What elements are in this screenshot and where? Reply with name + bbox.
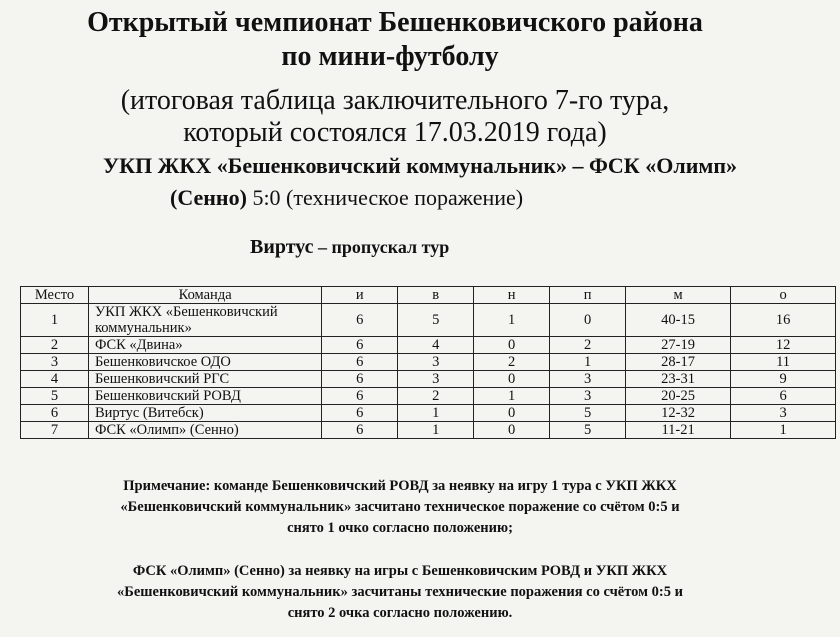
- table-row: [21, 405, 836, 422]
- note-olimp: [0, 561, 820, 624]
- cell-games: 6: [322, 354, 398, 371]
- header-points: о: [731, 287, 836, 304]
- cell-team: Виртус (Витебск): [88, 405, 321, 422]
- table-row: [21, 304, 836, 337]
- cell-place: 1: [21, 304, 89, 337]
- table-row: [21, 422, 836, 439]
- cell-team: ФСК «Двина»: [88, 337, 321, 354]
- cell-draws: 1: [474, 388, 550, 405]
- header-losses: п: [550, 287, 626, 304]
- table-row: [21, 354, 836, 371]
- cell-points: 12: [731, 337, 836, 354]
- cell-goals: 28-17: [626, 354, 731, 371]
- cell-losses: 2: [550, 337, 626, 354]
- header-place: Место: [21, 287, 89, 304]
- bye-note: [250, 234, 449, 260]
- cell-losses: 5: [550, 422, 626, 439]
- cell-wins: 5: [398, 304, 474, 337]
- cell-losses: 3: [550, 388, 626, 405]
- table-row: [21, 388, 836, 405]
- note-rovd: [0, 476, 820, 539]
- cell-points: 11: [731, 354, 836, 371]
- header-wins: в: [398, 287, 474, 304]
- cell-wins: 4: [398, 337, 474, 354]
- subtitle-line1: (итоговая таблица заключительного 7-го тура,: [120, 85, 670, 116]
- match-result-line: [170, 184, 523, 212]
- cell-wins: 3: [398, 371, 474, 388]
- cell-games: 6: [322, 371, 398, 388]
- cell-wins: 1: [398, 422, 474, 439]
- cell-team: ФСК «Олимп» (Сенно): [88, 422, 321, 439]
- header-goals: м: [626, 287, 731, 304]
- cell-games: 6: [322, 405, 398, 422]
- note-olimp-line2: «Бешенковичский коммунальник» засчитаны технические поражения со счётом 0:5 и: [117, 584, 683, 600]
- cell-goals: 40-15: [626, 304, 731, 337]
- header-draws: н: [474, 287, 550, 304]
- cell-goals: 12-32: [626, 405, 731, 422]
- cell-games: 6: [322, 422, 398, 439]
- cell-draws: 2: [474, 354, 550, 371]
- standings-table: [20, 286, 836, 439]
- cell-games: 6: [322, 388, 398, 405]
- cell-points: 9: [731, 371, 836, 388]
- cell-place: 2: [21, 337, 89, 354]
- cell-points: 1: [731, 422, 836, 439]
- page-title-line2: по мини-футболу: [281, 41, 499, 72]
- header-games: и: [322, 287, 398, 304]
- cell-games: 6: [322, 304, 398, 337]
- cell-place: 3: [21, 354, 89, 371]
- cell-wins: 2: [398, 388, 474, 405]
- cell-points: 3: [731, 405, 836, 422]
- cell-losses: 5: [550, 405, 626, 422]
- cell-points: 6: [731, 388, 836, 405]
- cell-team: Бешенковичский РГС: [88, 371, 321, 388]
- cell-losses: 0: [550, 304, 626, 337]
- note-olimp-line1: ФСК «Олимп» (Сенно) за неявку на игры с Бешенковичским РОВД и УКП ЖКХ: [132, 563, 668, 579]
- match-team2-city: (Сенно): [170, 185, 247, 210]
- match-teams: УКП ЖКХ «Бешенковичский коммунальник» – ФСК «Олимп»: [102, 153, 738, 178]
- cell-goals: 11-21: [626, 422, 731, 439]
- cell-draws: 0: [474, 371, 550, 388]
- cell-place: 6: [21, 405, 89, 422]
- cell-draws: 1: [474, 304, 550, 337]
- cell-place: 7: [21, 422, 89, 439]
- cell-goals: 23-31: [626, 371, 731, 388]
- table-header-row: [21, 287, 836, 304]
- cell-place: 4: [21, 371, 89, 388]
- table-row: [21, 337, 836, 354]
- cell-draws: 0: [474, 422, 550, 439]
- cell-team: Бешенковичское ОДО: [88, 354, 321, 371]
- page-title: Открытый чемпионат Бешенковичского района: [87, 7, 703, 38]
- cell-goals: 27-19: [626, 337, 731, 354]
- cell-goals: 20-25: [626, 388, 731, 405]
- note-olimp-line3: снято 2 очка согласно положению.: [287, 605, 513, 621]
- cell-team: Бешенковичский РОВД: [88, 388, 321, 405]
- cell-draws: 0: [474, 405, 550, 422]
- cell-losses: 3: [550, 371, 626, 388]
- match-result: 5:0 (техническое поражение): [252, 185, 524, 210]
- cell-wins: 1: [398, 405, 474, 422]
- header-team: Команда: [88, 287, 321, 304]
- cell-team: УКП ЖКХ «Бешенковичский коммунальник»: [88, 304, 321, 337]
- cell-losses: 1: [550, 354, 626, 371]
- note-rovd-line1: Примечание: команде Бешенковичский РОВД за неявку на игру 1 тура с УКП ЖКХ: [123, 478, 677, 494]
- subtitle-line2: который состоялся 17.03.2019 года): [183, 117, 607, 148]
- cell-wins: 3: [398, 354, 474, 371]
- note-rovd-line3: снято 1 очко согласно положению;: [287, 520, 513, 536]
- cell-place: 5: [21, 388, 89, 405]
- note-rovd-line2: «Бешенковичский коммунальник» засчитано техническое поражение со счётом 0:5 и: [120, 499, 680, 515]
- bye-text: – пропускал тур: [313, 237, 450, 257]
- table-row: [21, 371, 836, 388]
- cell-points: 16: [731, 304, 836, 337]
- cell-draws: 0: [474, 337, 550, 354]
- bye-team: Виртус: [250, 236, 314, 258]
- cell-games: 6: [322, 337, 398, 354]
